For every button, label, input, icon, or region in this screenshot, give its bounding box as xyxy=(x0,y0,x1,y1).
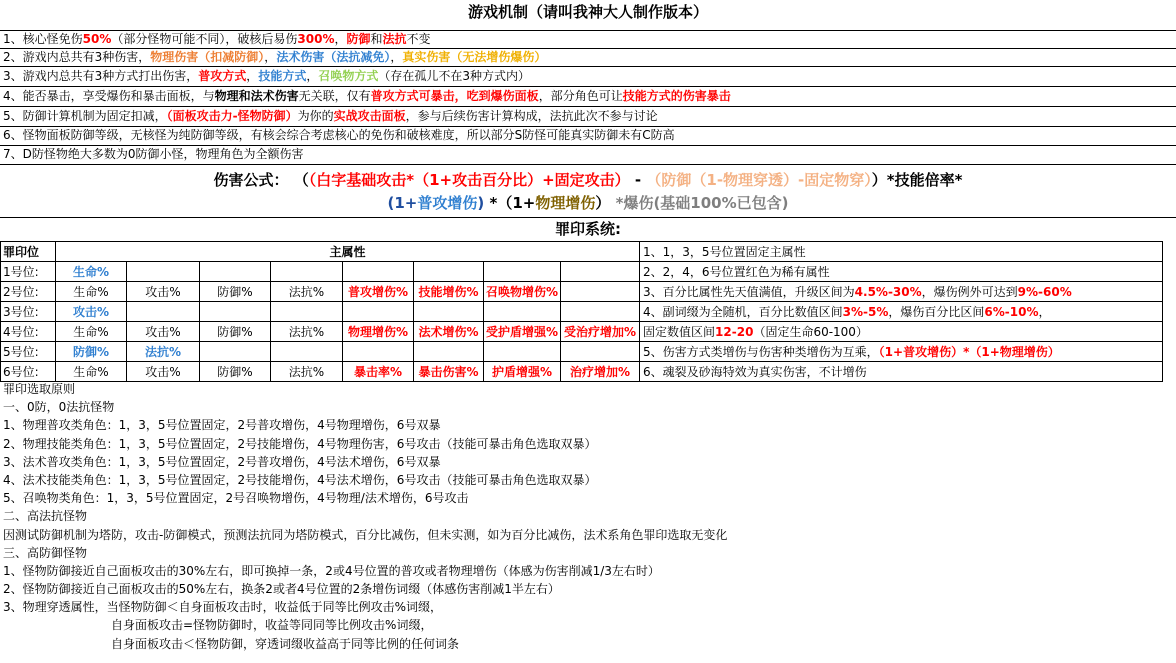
mechanic-line-1 xyxy=(3,30,431,48)
table-row xyxy=(1,322,1163,342)
attr-cell xyxy=(271,262,343,282)
principle-item: 因测试防御机制为塔防，攻击-防御模式，预测法抗同为塔防模式，百分比减伤，但未实测，如为百分比减伤，法术系角色罪印选取无变化 xyxy=(3,527,728,542)
rare-attr-cell: 暴击伤害% xyxy=(414,362,484,382)
rare-attr-cell: 治疗增加% xyxy=(561,362,640,382)
text: ， xyxy=(1038,305,1051,319)
text: 5、防御计算机制为固定扣减， xyxy=(3,109,167,123)
header-position: 罪印位 xyxy=(1,242,56,262)
text: ，参与后续伤害计算构成，法抗此次不参与讨论 xyxy=(405,109,658,123)
text: 为你的 xyxy=(297,109,334,123)
table-row xyxy=(1,262,1163,282)
text: 固定数值区间 xyxy=(643,325,716,339)
attr-cell xyxy=(200,302,271,322)
mechanic-line-3 xyxy=(3,67,530,85)
formula-part: ）*技能倍率* xyxy=(871,171,963,189)
text: ， xyxy=(306,69,319,83)
principle-item: 3、法术普攻类角色：1，3，5号位置固定，2号普攻增伤，4号法术增伤，6号双暴 xyxy=(3,454,441,469)
text: 不变 xyxy=(406,32,431,46)
section-heading: 二、高法抗怪物 xyxy=(3,509,88,524)
seal-system-title: 罪印系统: xyxy=(555,220,621,238)
note-1: 1、1，3，5号位置固定主属性 xyxy=(640,242,1163,262)
principles-title: 罪印选取原则 xyxy=(3,382,76,396)
text: ，爆伤百分比区间 xyxy=(888,305,985,319)
attr-cell xyxy=(561,282,640,302)
note-5 xyxy=(640,342,1163,362)
principle-item: 自身面板攻击＜怪物防御，穿透词缀收益高于同等比例的任何词条 xyxy=(111,636,460,651)
text: 4、副词缀为全随机，百分比数值区间 xyxy=(643,305,843,319)
attr-cell: 防御% xyxy=(200,282,271,302)
rare-attr-cell: 技能增伤% xyxy=(414,282,484,302)
position-label: 4号位: xyxy=(1,322,56,342)
formula-part: (1+ xyxy=(387,194,418,212)
rare-attr-cell: 受治疗增加% xyxy=(561,322,640,342)
attr-cell: 攻击% xyxy=(56,302,127,322)
attr-cell xyxy=(414,262,484,282)
seal-selection-principles xyxy=(3,380,727,653)
text: ， xyxy=(334,32,347,46)
highlight: 法抗 xyxy=(382,32,407,46)
header-main-attribute: 主属性 xyxy=(56,242,640,262)
attr-cell xyxy=(343,342,414,362)
principle-item: 1、物理普攻类角色：1，3，5号位置固定，2号普攻增伤，4号物理增伤，6号双暴 xyxy=(3,418,441,433)
attr-cell xyxy=(343,262,414,282)
attr-cell xyxy=(414,302,484,322)
highlight: 防御 xyxy=(346,32,371,46)
attr-cell xyxy=(127,302,200,322)
principle-item: 3、物理穿透属性，当怪物防御＜自身面板攻击时，收益低于同等比例攻击%词缀， xyxy=(3,600,443,615)
highlight: 普攻方式可暴击，吃到爆伤面板 xyxy=(370,89,539,103)
text: ，部分角色可让 xyxy=(538,89,623,103)
attr-cell xyxy=(484,262,561,282)
attr-cell: 攻击% xyxy=(127,362,200,382)
note-4-cont xyxy=(640,322,1163,342)
rare-attr-cell: 暴击率% xyxy=(343,362,414,382)
mechanic-line-2 xyxy=(3,48,546,66)
divider xyxy=(0,164,1176,165)
text: 5、伤害方式类增伤与伤害种类增伤为互乘， xyxy=(643,345,879,359)
note-2: 2、2，4，6号位置红色为稀有属性 xyxy=(640,262,1163,282)
attr-cell xyxy=(271,302,343,322)
attr-cell xyxy=(127,262,200,282)
rare-attr-cell: 普攻增伤% xyxy=(343,282,414,302)
table-row xyxy=(1,342,1163,362)
rare-attr-cell: 法术增伤% xyxy=(414,322,484,342)
text: 7、D防怪物绝大多数为0防御小怪，物理角色为全额伤害 xyxy=(3,147,304,161)
formula-part: （ xyxy=(293,171,309,189)
attr-cell: 法抗% xyxy=(271,322,343,342)
crit-damage-term: *爆伤(基础100%已包含) xyxy=(615,194,789,212)
attr-cell: 生命% xyxy=(56,362,127,382)
page-title: 游戏机制（请叫我神大人制作版本） xyxy=(467,3,708,21)
text: ， xyxy=(246,69,259,83)
physical-bonus-term: 物理增伤 xyxy=(535,194,596,212)
text: ，爆伤例外可达到 xyxy=(921,285,1018,299)
position-label: 2号位: xyxy=(1,282,56,302)
section-heading: 一、0防，0法抗怪物 xyxy=(3,400,115,415)
principle-item: 1、怪物防御接近自己面板攻击的30%左右，即可换掉一条，2或4号位置的普攻或者物理增伤（体感为伤害削减1/3左右时） xyxy=(3,563,660,578)
table-header-row xyxy=(1,242,1163,262)
highlight: （面板攻击力-怪物防御） xyxy=(166,109,298,123)
damage-formula-line-1 xyxy=(0,168,1176,192)
highlight: 6%-10% xyxy=(984,305,1039,319)
text: 和 xyxy=(370,32,383,46)
formula-part: *（1+ xyxy=(489,194,536,212)
rare-attr-cell: 受护盾增强% xyxy=(484,322,561,342)
text: ， xyxy=(390,50,403,64)
text: 无关联，仅有 xyxy=(298,89,371,103)
position-label: 6号位: xyxy=(1,362,56,382)
highlight: 4.5%-30% xyxy=(854,285,922,299)
attr-cell: 防御% xyxy=(200,322,271,342)
formula-label: 伤害公式： xyxy=(213,171,289,189)
principle-item: 2、物理技能类角色：1，3，5号位置固定，2号技能增伤，4号物理伤害，6号攻击（技能可暴击角色选取双暴） xyxy=(3,436,597,451)
table-row xyxy=(1,362,1163,382)
note-4 xyxy=(640,302,1163,322)
true-damage: 真实伤害（无法增伤爆伤） xyxy=(402,50,547,64)
text: （部分怪物可能不同），破核后易伤 xyxy=(111,32,298,46)
formula-part: ) xyxy=(477,194,485,212)
rare-attr-cell: 物理增伤% xyxy=(343,322,414,342)
physical-damage: 物理伤害（扣减防御） xyxy=(150,50,265,64)
attr-cell: 攻击% xyxy=(127,322,200,342)
highlight: 物理和法术伤害 xyxy=(214,89,299,103)
attr-cell: 攻击% xyxy=(127,282,200,302)
table-row xyxy=(1,302,1163,322)
attr-cell: 法抗% xyxy=(127,342,200,362)
mechanic-line-5 xyxy=(3,107,658,125)
normal-attack-mode: 普攻方式 xyxy=(198,69,247,83)
note-6: 6、魂裂及砂海特效为真实伤害，不计增伤 xyxy=(640,362,1163,382)
highlight: 50% xyxy=(82,32,112,46)
highlight: 300% xyxy=(297,32,335,46)
text: 3、百分比属性先天值满值，升级区间为 xyxy=(643,285,855,299)
attr-cell xyxy=(414,342,484,362)
text: 6、怪物面板防御等级，无核怪为纯防御等级，有核会综合考虑核心的免伤和破核难度，所以部分S防怪可能真实防御未有C防高 xyxy=(3,128,675,142)
principle-item: 5、召唤物类角色：1，3，5号位置固定，2号召唤物增伤，4号物理/法术增伤，6号攻击 xyxy=(3,491,469,506)
rare-attr-cell: 护盾增强% xyxy=(484,362,561,382)
attr-cell: 生命% xyxy=(56,322,127,342)
attr-cell: 法抗% xyxy=(271,282,343,302)
damage-formula-line-2 xyxy=(0,191,1176,215)
note-3 xyxy=(640,282,1163,302)
principle-item: 4、法术技能类角色：1，3，5号位置固定，2号技能增伤，4号法术增伤，6号攻击（技能可暴击角色选取双暴） xyxy=(3,472,597,487)
skill-mode: 技能方式 xyxy=(258,69,307,83)
text: （存在孤儿不在3种方式内） xyxy=(378,69,530,83)
mechanic-line-6 xyxy=(3,126,675,144)
formula-part: ） xyxy=(595,194,611,212)
principle-item: 2、怪物防御接近自己面板攻击的50%左右，换条2或者4号位置的2条增伤词缀（体感伤害削减1半左右） xyxy=(3,582,560,597)
magic-damage: 法术伤害（法抗减免） xyxy=(276,50,391,64)
position-label: 3号位: xyxy=(1,302,56,322)
summon-mode: 召唤物方式 xyxy=(318,69,379,83)
highlight: 技能方式的伤害暴击 xyxy=(622,89,731,103)
position-label: 5号位: xyxy=(1,342,56,362)
text: 4、能否暴击，享受爆伤和暴击面板，与 xyxy=(3,89,215,103)
attr-cell xyxy=(484,302,561,322)
attr-cell xyxy=(561,302,640,322)
text: 3、游戏内总共有3种方式打出伤害， xyxy=(3,69,199,83)
attr-cell xyxy=(343,302,414,322)
text: ， xyxy=(264,50,277,64)
attr-cell xyxy=(561,342,640,362)
attr-cell: 法抗% xyxy=(271,362,343,382)
attr-cell xyxy=(561,262,640,282)
highlight: 12-20 xyxy=(715,325,754,339)
text: 2、游戏内总共有3种伤害， xyxy=(3,50,151,64)
position-label: 1号位: xyxy=(1,262,56,282)
attr-cell xyxy=(200,262,271,282)
attr-cell: 生命% xyxy=(56,262,127,282)
mechanic-line-4 xyxy=(3,87,731,105)
rare-attr-cell: 召唤物增伤% xyxy=(484,282,561,302)
table-row xyxy=(1,282,1163,302)
section-heading: 三、高防御怪物 xyxy=(3,545,88,560)
highlight: 3%-5% xyxy=(842,305,889,319)
attr-cell xyxy=(271,342,343,362)
seal-table xyxy=(0,241,1163,382)
formula-part: - xyxy=(634,171,642,189)
highlight: 实战攻击面板 xyxy=(333,109,406,123)
attr-cell xyxy=(200,342,271,362)
attr-cell: 防御% xyxy=(200,362,271,382)
mechanic-line-7 xyxy=(3,145,304,163)
highlight: （1+普攻增伤）*（1+物理增伤） xyxy=(878,345,1060,359)
text: （固定生命60-100） xyxy=(753,325,868,339)
text: 1、核心怪免伤 xyxy=(3,32,83,46)
attr-cell: 生命% xyxy=(56,282,127,302)
principle-item: 自身面板攻击=怪物防御时，收益等同同等比例攻击%词缀， xyxy=(111,618,433,633)
attack-term: （白字基础攻击*（1+攻击百分比）+固定攻击） xyxy=(308,171,630,189)
normal-attack-bonus-term: 普攻增伤 xyxy=(417,194,478,212)
defense-term: （防御（1-物理穿透）-固定物穿） xyxy=(646,171,872,189)
attr-cell xyxy=(484,342,561,362)
attr-cell: 防御% xyxy=(56,342,127,362)
highlight: 9%-60% xyxy=(1017,285,1072,299)
